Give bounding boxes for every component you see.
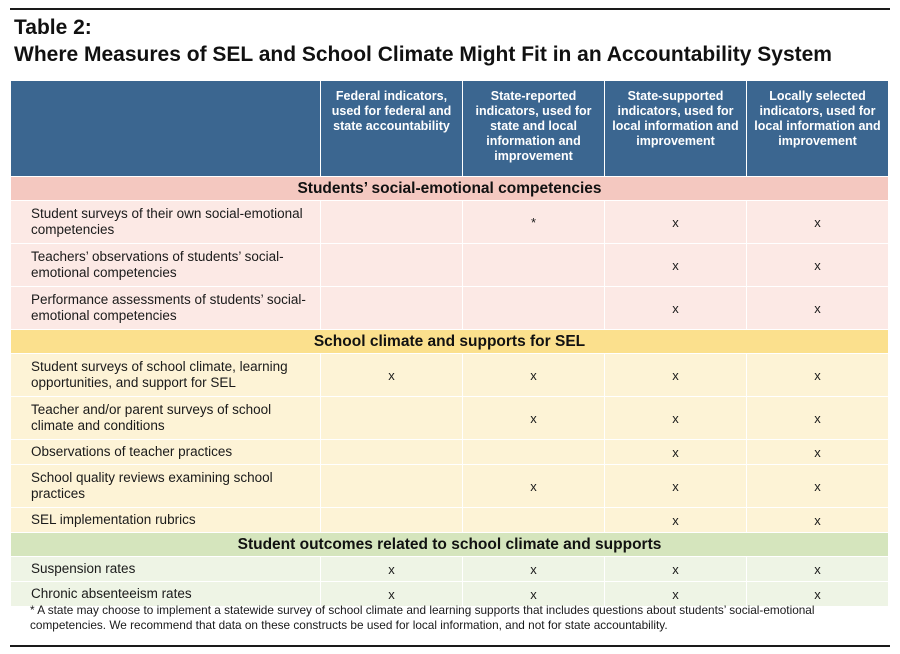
row-mark: x <box>747 244 889 287</box>
header-row <box>11 81 889 177</box>
row-mark: x <box>747 354 889 397</box>
row-mark: * <box>463 201 605 244</box>
row-mark <box>463 508 605 533</box>
column-header-state-supported: State-supported indicators, used for local information and improvement <box>605 81 747 177</box>
row-mark: x <box>747 440 889 465</box>
row-mark <box>321 465 463 508</box>
section-heading: School climate and supports for SEL <box>11 330 889 354</box>
row-mark <box>321 201 463 244</box>
row-mark <box>321 508 463 533</box>
column-header-federal: Federal indicators, used for federal and state accountability <box>321 81 463 177</box>
row-label: Student surveys of school climate, learning opportunities, and support for SEL <box>11 354 321 397</box>
table-number: Table 2: <box>14 16 92 39</box>
table-caption: Where Measures of SEL and School Climate Might Fit in an Accountability System <box>14 43 832 66</box>
row-mark: x <box>747 465 889 508</box>
row-mark: x <box>463 582 605 607</box>
row-mark: x <box>605 465 747 508</box>
section-heading: Student outcomes related to school climate and supports <box>11 533 889 557</box>
section-student-outcomes <box>11 533 889 607</box>
row-label: Teacher and/or parent surveys of school climate and conditions <box>11 397 321 440</box>
row-mark <box>321 287 463 330</box>
row-mark: x <box>747 287 889 330</box>
row-mark: x <box>747 557 889 582</box>
top-rule <box>10 8 890 10</box>
row-label: Performance assessments of students’ social-emotional competencies <box>11 287 321 330</box>
row-mark: x <box>463 397 605 440</box>
row-mark: x <box>605 397 747 440</box>
row-mark <box>463 287 605 330</box>
table-row <box>11 508 889 533</box>
row-mark <box>463 244 605 287</box>
accountability-table <box>10 80 889 607</box>
table-row <box>11 440 889 465</box>
bottom-rule <box>10 645 890 647</box>
section-heading-row <box>11 330 889 354</box>
row-mark: x <box>321 582 463 607</box>
row-mark: x <box>605 201 747 244</box>
row-mark: x <box>321 354 463 397</box>
table-row <box>11 354 889 397</box>
row-mark: x <box>747 582 889 607</box>
section-social-emotional <box>11 177 889 330</box>
row-mark: x <box>747 508 889 533</box>
row-mark: x <box>463 465 605 508</box>
row-mark <box>321 244 463 287</box>
row-label: Chronic absenteeism rates <box>11 582 321 607</box>
footnote: * A state may choose to implement a statewide survey of school climate and learning supports that includes questions about students’ social-emotional competencies. We recommend that data on these constructs be used for local information, and not for state accountability. <box>30 603 815 632</box>
row-mark: x <box>463 354 605 397</box>
row-mark <box>463 440 605 465</box>
table-row <box>11 287 889 330</box>
table-row <box>11 557 889 582</box>
column-header-state-reported: State-reported indicators, used for state and local information and improvement <box>463 81 605 177</box>
table-title <box>14 14 884 68</box>
row-label: School quality reviews examining school practices <box>11 465 321 508</box>
row-mark: x <box>605 440 747 465</box>
row-mark: x <box>605 582 747 607</box>
column-header-locally-selected: Locally selected indicators, used for local information and improvement <box>747 81 889 177</box>
section-heading: Students’ social-emotional competencies <box>11 177 889 201</box>
section-heading-row <box>11 533 889 557</box>
header-corner-cell <box>11 81 321 177</box>
row-label: Teachers’ observations of students’ social-emotional competencies <box>11 244 321 287</box>
row-label: SEL implementation rubrics <box>11 508 321 533</box>
row-mark: x <box>747 201 889 244</box>
table-row <box>11 397 889 440</box>
table-row <box>11 465 889 508</box>
row-label: Observations of teacher practices <box>11 440 321 465</box>
section-heading-row <box>11 177 889 201</box>
row-mark: x <box>747 397 889 440</box>
row-mark: x <box>605 557 747 582</box>
row-label: Suspension rates <box>11 557 321 582</box>
row-mark: x <box>605 244 747 287</box>
table-row <box>11 244 889 287</box>
row-mark: x <box>605 287 747 330</box>
table-row <box>11 201 889 244</box>
section-school-climate <box>11 330 889 533</box>
row-mark: x <box>463 557 605 582</box>
row-mark: x <box>321 557 463 582</box>
row-mark: x <box>605 508 747 533</box>
row-mark: x <box>605 354 747 397</box>
row-label: Student surveys of their own social-emotional competencies <box>11 201 321 244</box>
row-mark <box>321 397 463 440</box>
row-mark <box>321 440 463 465</box>
